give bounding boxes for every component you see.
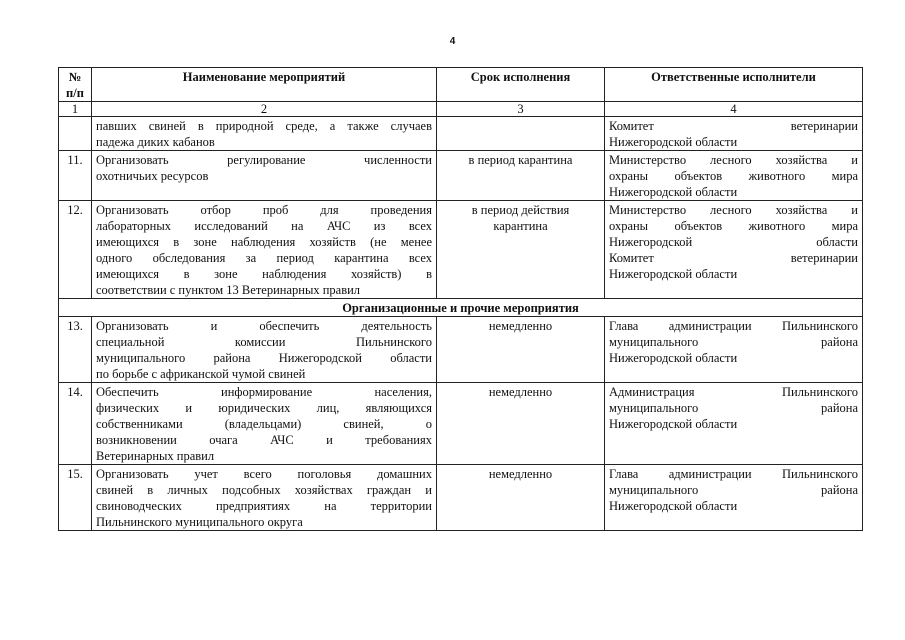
measure-name-cell [92, 117, 437, 151]
responsible-line: Нижегородской области [609, 135, 738, 149]
measure-name-line: одного обследования за период карантина всех [96, 251, 432, 265]
measure-name-line: физических и юридических лиц, являющихся [96, 401, 432, 415]
column-numbering-row [59, 102, 863, 117]
responsible-cell [605, 317, 863, 383]
section-heading: Организационные и прочие мероприятия [59, 299, 863, 317]
column-number: 4 [605, 102, 863, 117]
responsible-line: муниципального района [609, 335, 858, 349]
measure-name-line: специальной комиссии Пильнинского [96, 335, 432, 349]
table-body [59, 117, 863, 531]
measure-name-line: муниципального района Нижегородской области [96, 351, 432, 365]
header-row [59, 68, 863, 102]
column-number: 1 [59, 102, 92, 117]
measure-name-line: имеющихся в зоне наблюдения хозяйств (не менее [96, 235, 432, 249]
deadline-cell [437, 151, 605, 201]
table-row [59, 201, 863, 299]
measure-name-line: соответствии с пунктом 13 Ветеринарных правил [96, 283, 361, 297]
responsible-line: Комитет ветеринарии [609, 119, 858, 133]
measure-name-line: лабораторных исследований на АЧС из всех [96, 219, 432, 233]
measure-name-line: Ветеринарных правил [96, 449, 215, 463]
measure-name-cell [92, 317, 437, 383]
table-row [59, 117, 863, 151]
measure-name-line: Пильнинского муниципального округа [96, 515, 303, 529]
header-responsible: Ответственные исполнители [605, 68, 863, 102]
responsible-line: Министерство лесного хозяйства и [609, 153, 858, 167]
deadline-line: немедленно [488, 385, 553, 399]
measure-name-cell [92, 465, 437, 531]
row-number: 12. [59, 201, 92, 299]
responsible-line: охраны объектов животного мира [609, 219, 858, 233]
responsible-line: Нижегородской области [609, 417, 738, 431]
measure-name-line: свиней в личных подсобных хозяйствах граждан и [96, 483, 432, 497]
responsible-line: Комитет ветеринарии [609, 251, 858, 265]
measure-name-line: Организовать и обеспечить деятельность [96, 319, 432, 333]
header-measure-name: Наименование мероприятий [92, 68, 437, 102]
deadline-line: немедленно [488, 319, 553, 333]
deadline-cell [437, 465, 605, 531]
row-number: 14. [59, 383, 92, 465]
row-number: 11. [59, 151, 92, 201]
responsible-line: охраны объектов животного мира [609, 169, 858, 183]
responsible-line: Глава администрации Пильнинского [609, 319, 858, 333]
responsible-line: Глава администрации Пильнинского [609, 467, 858, 481]
measure-name-line: имеющихся в зоне наблюдения хозяйств) в [96, 267, 432, 281]
section-row [59, 299, 863, 317]
table-row [59, 465, 863, 531]
measure-name-line: павших свиней в природной среде, а также случаев [96, 119, 432, 133]
responsible-cell [605, 383, 863, 465]
page-number: 4 [449, 36, 456, 47]
table-header [59, 68, 863, 117]
row-number: 13. [59, 317, 92, 383]
measure-name-line: падежа диких кабанов [96, 135, 215, 149]
header-deadline: Срок исполнения [437, 68, 605, 102]
measure-name-cell [92, 151, 437, 201]
deadline-line: немедленно [488, 467, 553, 481]
measure-name-line: свиноводческих предприятиях на территории [96, 499, 432, 513]
column-number: 3 [437, 102, 605, 117]
measure-name-line: Организовать регулирование численности [96, 153, 432, 167]
measure-name-line: по борьбе с африканской чумой свиней [96, 367, 306, 381]
deadline-line: в период карантина [468, 153, 573, 167]
table-row [59, 151, 863, 201]
responsible-line: Нижегородской области [609, 267, 738, 281]
deadline-cell [437, 117, 605, 151]
row-number: 15. [59, 465, 92, 531]
measure-name-cell [92, 383, 437, 465]
responsible-line: муниципального района [609, 401, 858, 415]
responsible-cell [605, 151, 863, 201]
responsible-line: Администрация Пильнинского [609, 385, 858, 399]
responsible-cell [605, 201, 863, 299]
deadline-cell [437, 201, 605, 299]
responsible-cell [605, 465, 863, 531]
responsible-line: Министерство лесного хозяйства и [609, 203, 858, 217]
deadline-cell [437, 317, 605, 383]
measure-name-line: возникновении очага АЧС и требованиях [96, 433, 432, 447]
table-row [59, 383, 863, 465]
measure-name-line: собственниками (владельцами) свиней, о [96, 417, 432, 431]
measure-name-line: Организовать учет всего поголовья домашних [96, 467, 432, 481]
responsible-line: Нижегородской области [609, 351, 738, 365]
column-number: 2 [92, 102, 437, 117]
responsible-cell [605, 117, 863, 151]
header-number-line: п/п [66, 86, 84, 100]
measures-table [58, 67, 863, 531]
measure-name-line: Организовать отбор проб для проведения [96, 203, 432, 217]
header-number [59, 68, 92, 102]
responsible-line: Нижегородской области [609, 499, 738, 513]
header-number-line: № [68, 70, 82, 84]
measure-name-line: Обеспечить информирование населения, [96, 385, 432, 399]
measure-name-cell [92, 201, 437, 299]
table-row [59, 317, 863, 383]
deadline-line: в период действия [471, 203, 570, 217]
responsible-line: муниципального района [609, 483, 858, 497]
deadline-line: карантина [493, 219, 548, 233]
measure-name-line: охотничьих ресурсов [96, 169, 209, 183]
responsible-line: Нижегородской области [609, 235, 858, 249]
responsible-line: Нижегородской области [609, 185, 738, 199]
deadline-cell [437, 383, 605, 465]
row-number [59, 117, 92, 151]
